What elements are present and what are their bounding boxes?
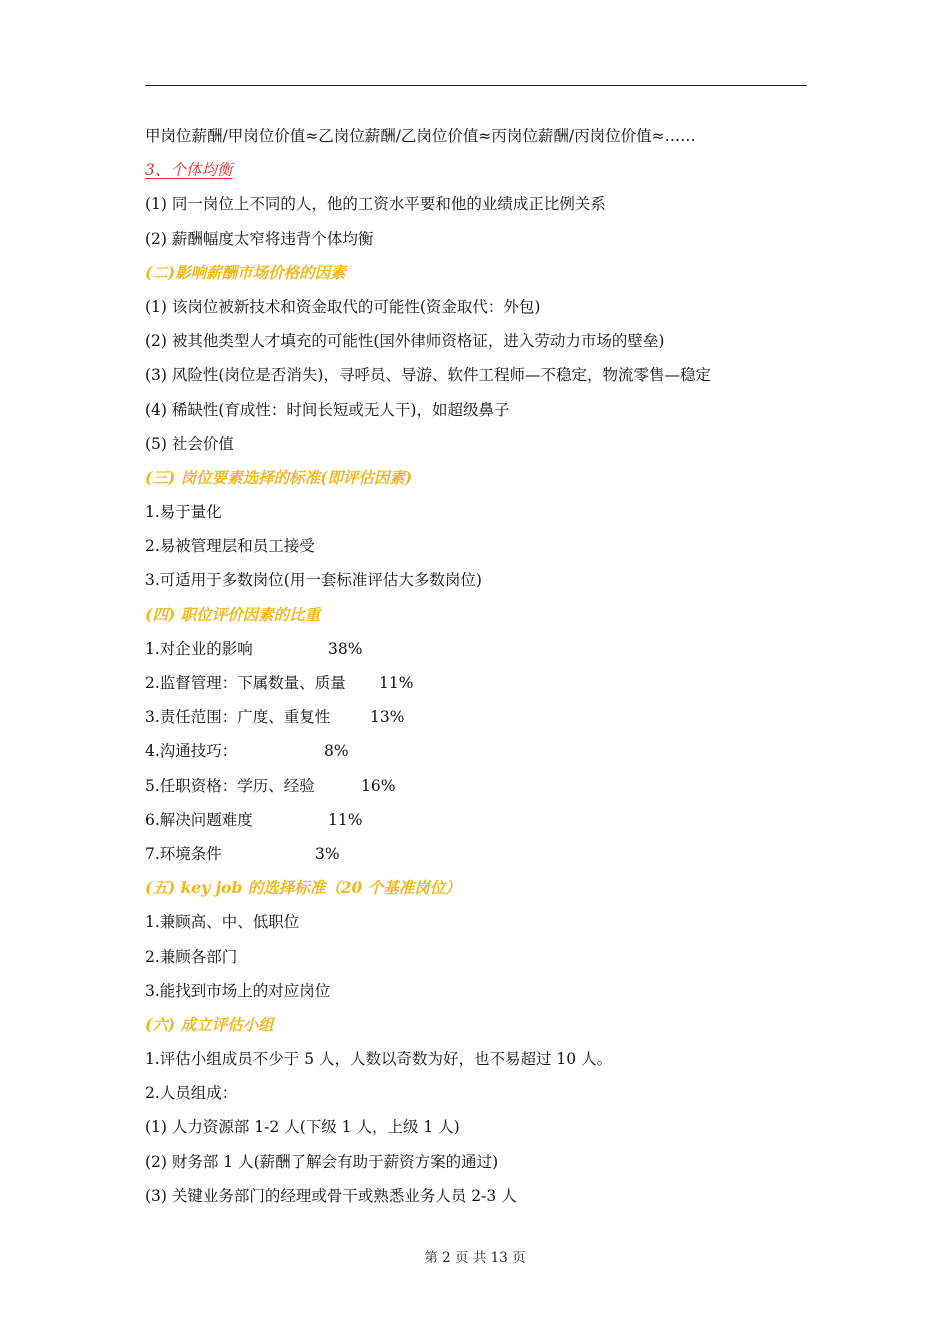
weight-label: 1.对企业的影响 — [145, 639, 253, 658]
paragraph-text: 2.人员组成： — [145, 1084, 238, 1103]
paragraph-text: (2) 财务部 1 人(薪酬了解会有助于薪资方案的通过) — [145, 1152, 499, 1171]
section-heading-text: (五) key job 的选择标准（20 个基准岗位） — [145, 878, 461, 898]
section-heading-text: (四) 职位评价因素的比重 — [145, 604, 321, 624]
weight-percent: 13% — [370, 708, 405, 727]
weight-percent: 38% — [328, 639, 363, 658]
paragraph-line — [145, 1145, 815, 1179]
paragraph-text: (3) 风险性(岗位是否消失)，寻呼员、导游、软件工程师—不稳定，物流零售—稳定 — [145, 366, 711, 385]
formula-line — [145, 119, 815, 153]
weight-percent: 16% — [361, 776, 396, 795]
paragraph-text: 2.易被管理层和员工接受 — [145, 537, 315, 556]
paragraph-line — [145, 427, 815, 461]
paragraph-line — [145, 358, 815, 392]
weight-label: 7.环境条件 — [145, 844, 222, 863]
paragraph-line — [145, 529, 815, 563]
weight-label: 3.责任范围：广度、重复性 — [145, 708, 331, 727]
weight-percent: 3% — [315, 844, 340, 863]
weight-label: 6.解决问题难度 — [145, 810, 253, 829]
section-heading-text: 3、个体均衡 — [145, 161, 233, 180]
paragraph-text: (1) 人力资源部 1-2 人(下级 1 人，上级 1 人) — [145, 1118, 460, 1137]
document-body — [145, 119, 815, 1213]
weight-row — [145, 837, 815, 871]
weight-label: 5.任职资格：学历、经验 — [145, 776, 315, 795]
paragraph-text: 1.兼顾高、中、低职位 — [145, 913, 300, 932]
page-footer: 第 2 页 共 13 页 — [424, 1250, 526, 1266]
paragraph-text: 3.可适用于多数岗位(用一套标准评估大多数岗位) — [145, 571, 482, 590]
formula-text: 甲岗位薪酬/甲岗位价值≈乙岗位薪酬/乙岗位价值≈丙岗位薪酬/丙岗位价值≈…… — [145, 127, 696, 145]
paragraph-line — [145, 187, 815, 221]
weight-label: 4.沟通技巧： — [145, 742, 238, 761]
section-heading-evaluation-team — [145, 1008, 815, 1042]
paragraph-text: (4) 稀缺性(育成性：时间长短或无人干)，如超级鼻子 — [145, 400, 510, 419]
paragraph-line — [145, 940, 815, 974]
section-heading-key-job — [145, 871, 815, 905]
section-heading-factor-criteria — [145, 461, 815, 495]
weight-row — [145, 734, 815, 768]
paragraph-text: 1.评估小组成员不少于 5 人，人数以奇数为好，也不易超过 10 人。 — [145, 1050, 613, 1069]
paragraph-text: (2) 被其他类型人才填充的可能性(国外律师资格证，进入劳动力市场的壁垒) — [145, 332, 665, 351]
weight-percent: 11% — [379, 674, 414, 692]
paragraph-line — [145, 1076, 815, 1110]
paragraph-line — [145, 563, 815, 597]
paragraph-line — [145, 1042, 815, 1076]
weight-row — [145, 666, 815, 700]
weight-percent: 11% — [328, 810, 363, 829]
paragraph-line — [145, 393, 815, 427]
paragraph-line — [145, 495, 815, 529]
section-heading-text: (六) 成立评估小组 — [145, 1014, 274, 1034]
paragraph-text: 3.能找到市场上的对应岗位 — [145, 981, 331, 1000]
weight-row — [145, 769, 815, 803]
paragraph-text: 1.易于量化 — [145, 503, 222, 522]
weight-row — [145, 700, 815, 734]
paragraph-text: 2.兼顾各部门 — [145, 947, 238, 966]
weight-label: 2.监督管理：下属数量、质量 — [145, 674, 346, 692]
paragraph-text: (2) 薪酬幅度太窄将违背个体均衡 — [145, 229, 374, 248]
paragraph-text: (3) 关键业务部门的经理或骨干或熟悉业务人员 2-3 人 — [145, 1186, 517, 1205]
section-heading-market-factors — [145, 256, 815, 290]
paragraph-line — [145, 290, 815, 324]
section-heading-individual-balance — [145, 153, 815, 187]
weight-row — [145, 632, 815, 666]
paragraph-line — [145, 324, 815, 358]
paragraph-line — [145, 222, 815, 256]
paragraph-line — [145, 1179, 815, 1213]
weight-percent: 8% — [324, 742, 349, 761]
paragraph-text: (1) 同一岗位上不同的人，他的工资水平要和他的业绩成正比例关系 — [145, 195, 606, 214]
paragraph-line — [145, 974, 815, 1008]
paragraph-text: (5) 社会价值 — [145, 434, 234, 453]
weight-row — [145, 803, 815, 837]
section-heading-text: (二)影响薪酬市场价格的因素 — [145, 262, 346, 282]
paragraph-text: (1) 该岗位被新技术和资金取代的可能性(资金取代：外包) — [145, 297, 541, 316]
header-rule — [145, 85, 807, 86]
paragraph-line — [145, 905, 815, 939]
section-heading-factor-weights — [145, 598, 815, 632]
section-heading-text: (三) 岗位要素选择的标准(即评估因素) — [145, 467, 413, 487]
paragraph-line — [145, 1110, 815, 1144]
